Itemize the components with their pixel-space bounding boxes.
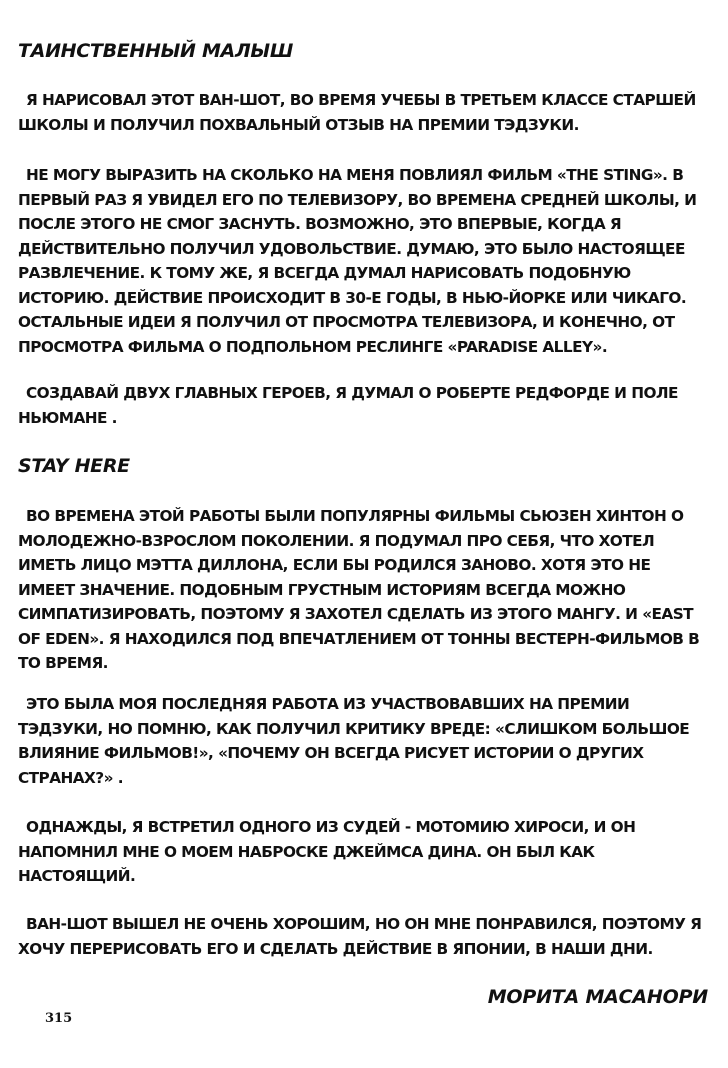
page-number: 315 [45, 1011, 73, 1026]
paragraph: ЭТО БЫЛА МОЯ ПОСЛЕДНЯЯ РАБОТА ИЗ УЧАСТВОВАВШИХ НА ПРЕМИИ ТЭДЗУКИ, НО ПОМНЮ, КАК ПОЛУЧИЛ КРИТИКУ ВРЕДЕ: «СЛИШКОМ БОЛЬШОЕ ВЛИЯНИЕ ФИЛЬМОВ!», «ПОЧЕМУ ОН ВСЕГДА РИСУЕТ ИСТОРИИ О ДРУГИХ СТРАНАХ?» . [18, 695, 690, 787]
paragraph: ВО ВРЕМЕНА ЭТОЙ РАБОТЫ БЫЛИ ПОПУЛЯРНЫ ФИЛЬМЫ СЬЮЗЕН ХИНТОН О МОЛОДЕЖНО-ВЗРОСЛОМ ПОКОЛЕНИИ. Я ПОДУМАЛ ПРО СЕБЯ, ЧТО ХОТЕЛ ИМЕТЬ ЛИЦО МЭТТА ДИЛЛОНА, ЕСЛИ БЫ РОДИЛСЯ ЗАНОВО. ХОТЯ ЭТО НЕ ИМЕЕТ ЗНАЧЕНИЕ. ПОДОБНЫМ ГРУСТНЫМ ИСТОРИЯМ ВСЕГДА МОЖНО СИМПАТИЗИРОВАТЬ, ПОЭТОМУ Я ЗАХОТЕЛ СДЕЛАТЬ ИЗ ЭТОГО МАНГУ. И «EAST OF EDEN». Я НАХОДИЛСЯ ПОД ВПЕЧАТЛЕНИЕМ ОТ ТОННЫ ВЕСТЕРН-ФИЛЬМОВ В ТО ВРЕМЯ. [18, 507, 700, 672]
paragraph: Я НАРИСОВАЛ ЭТОТ ВАН-ШОТ, ВО ВРЕМЯ УЧЕБЫ В ТРЕТЬЕМ КЛАССЕ СТАРШЕЙ ШКОЛЫ И ПОЛУЧИЛ ПОХВАЛЬНЫЙ ОТЗЫВ НА ПРЕМИИ ТЭДЗУКИ. [18, 91, 696, 134]
paragraph: ВАН-ШОТ ВЫШЕЛ НЕ ОЧЕНЬ ХОРОШИМ, НО ОН МНЕ ПОНРАВИЛСЯ, ПОЭТОМУ Я ХОЧУ ПЕРЕРИСОВАТЬ ЕГО И СДЕЛАТЬ ДЕЙСТВИЕ В ЯПОНИИ, В НАШИ ДНИ. [18, 915, 702, 958]
section-title-stay-here: STAY HERE [18, 455, 130, 477]
paragraph: СОЗДАВАЙ ДВУХ ГЛАВНЫХ ГЕРОЕВ, Я ДУМАЛ О РОБЕРТЕ РЕДФОРДЕ И ПОЛЕ НЬЮМАНЕ . [18, 384, 678, 427]
section-title-mysterious-kid: ТАИНСТВЕННЫЙ МАЛЫШ [18, 40, 293, 62]
paragraph: ОДНАЖДЫ, Я ВСТРЕТИЛ ОДНОГО ИЗ СУДЕЙ - МОТОМИЮ ХИРОСИ, И ОН НАПОМНИЛ МНЕ О МОЕМ НАБРОСКЕ ДЖЕЙМСА ДИНА. ОН БЫЛ КАК НАСТОЯЩИЙ. [18, 818, 636, 885]
paragraph: НЕ МОГУ ВЫРАЗИТЬ НА СКОЛЬКО НА МЕНЯ ПОВЛИЯЛ ФИЛЬМ «THE STING». В ПЕРВЫЙ РАЗ Я УВИДЕЛ ЕГО ПО ТЕЛЕВИЗОРУ, ВО ВРЕМЕНА СРЕДНЕЙ ШКОЛЫ, И ПОСЛЕ ЭТОГО НЕ СМОГ ЗАСНУТЬ. ВОЗМОЖНО, ЭТО ВПЕРВЫЕ, КОГДА Я ДЕЙСТВИТЕЛЬНО ПОЛУЧИЛ УДОВОЛЬСТВИЕ. ДУМАЮ, ЭТО БЫЛО НАСТОЯЩЕЕ РАЗВЛЕЧЕНИЕ. К ТОМУ ЖЕ, Я ВСЕГДА ДУМАЛ НАРИСОВАТЬ ПОДОБНУЮ ИСТОРИЮ. ДЕЙСТВИЕ ПРОИСХОДИТ В 30-Е ГОДЫ, В НЬЮ-ЙОРКЕ ИЛИ ЧИКАГО. ОСТАЛЬНЫЕ ИДЕИ Я ПОЛУЧИЛ ОТ ПРОСМОТРА ТЕЛЕВИЗОРА, И КОНЕЧНО, ОТ ПРОСМОТРА ФИЛЬМА О ПОДПОЛЬНОМ РЕСЛИНГЕ «PARADISE ALLEY». [18, 166, 697, 356]
author-signature: МОРИТА МАСАНОРИ [487, 986, 708, 1008]
